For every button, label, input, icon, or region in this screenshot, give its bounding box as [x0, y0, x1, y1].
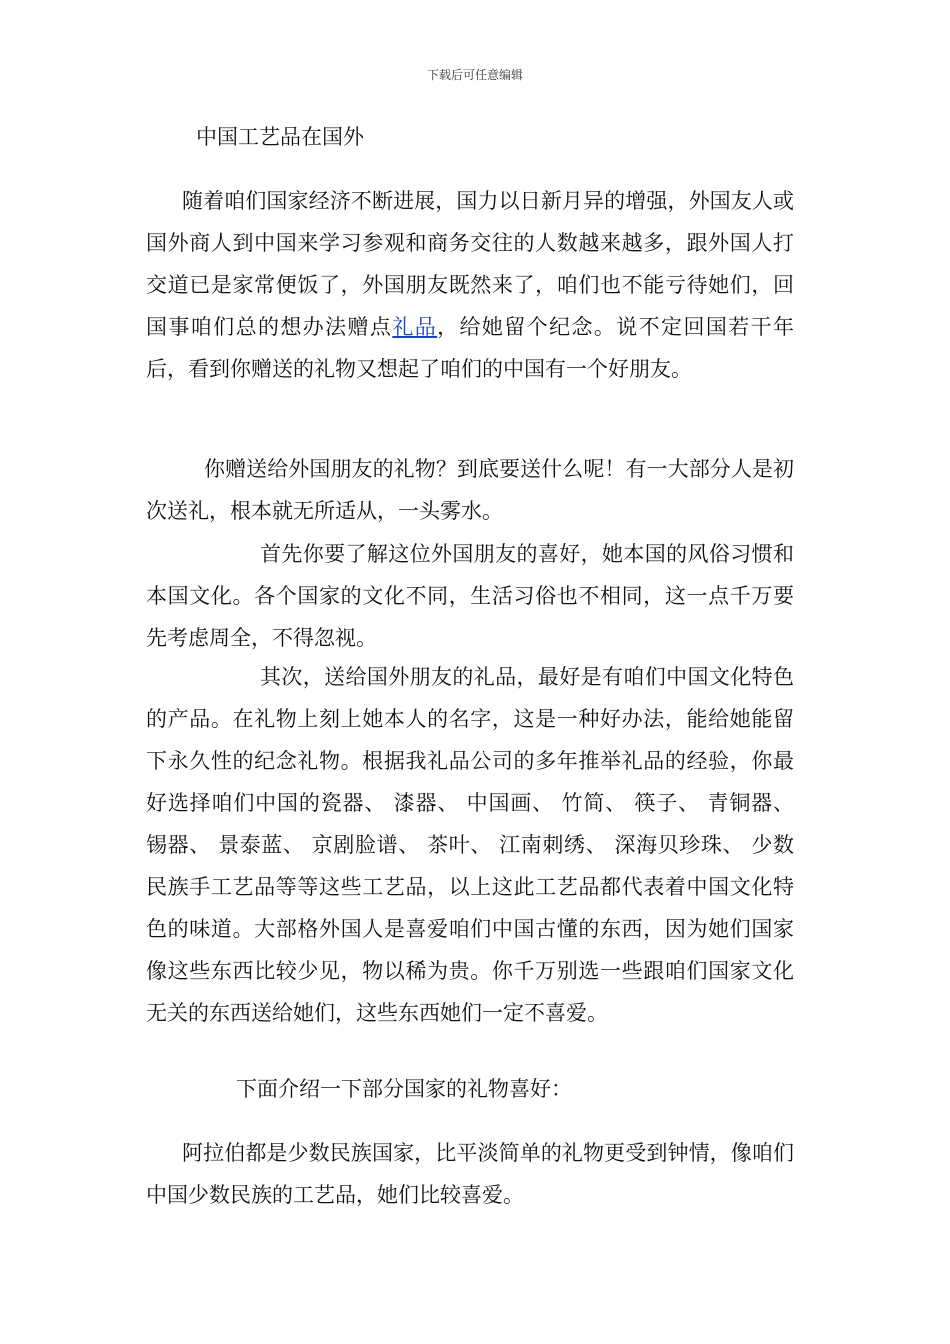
paragraph-intro-text-after: ，给她留个纪念。说不定回国若干年后，看到你赠送的礼物又想起了咱们的中国有一个好朋友。 — [146, 315, 795, 381]
paragraph-arab: 阿拉伯都是少数民族国家，比平淡简单的礼物更受到钟情，像咱们中国少数民族的工艺品，她们比较喜爱。 — [146, 1141, 794, 1207]
paragraph-second: 其次，送给国外朋友的礼品，最好是有咱们中国文化特色的产品。在礼物上刻上她本人的名字，这是一种好办法，能给她能留下永久性的纪念礼物。根据我礼品公司的多年推举礼品的经验，你最好选择咱们中国的瓷器、 漆器、 中国画、 竹简、 筷子、 青铜器、 锡器、 景泰蓝、 京剧脸谱、 茶叶、 江南刺绣、 深海贝珍珠、 少数民族手工艺品等等这些工艺品，以上这此工艺品都代表着中国文化特色的味道。大部格外国人是喜爱咱们中国古懂的东西，因为她们国家像这些东西比较少见，物以稀为贵。你千万别选一些跟咱们国家文化无关的东西送给她们，这些东西她们一定不喜爱。 — [146, 665, 794, 1025]
paragraph-intro-text-before: 随着咱们国家经济不断进展，国力以日新月异的增强，外国友人或国外商人到中国来学习参观和商务交往的人数越来越多，跟外国人打交道已是家常便饭了，外国朋友既然来了，咱们也不能亏待她们，回国事咱们总的想办法赠点 — [146, 189, 794, 339]
paragraph-question: 你赠送给外国朋友的礼物？到底要送什么呢！有一大部分人是初次送礼，根本就无所适从，一头雾水。 — [146, 457, 794, 523]
paragraph-first: 首先你要了解这位外国朋友的喜好，她本国的风俗习惯和本国文化。各个国家的文化不同，生活习俗也不相同，这一点千万要先考虑周全，不得忽视。 — [146, 542, 794, 650]
paragraph-intro — [146, 180, 794, 390]
gift-link[interactable]: 礼品 — [392, 315, 438, 339]
page-header: 下载后可任意编辑 — [426, 68, 523, 82]
article-title: 中国工艺品在国外 — [196, 125, 364, 149]
paragraph-intro-countries: 下面介绍一下部分国家的礼物喜好： — [236, 1077, 572, 1101]
